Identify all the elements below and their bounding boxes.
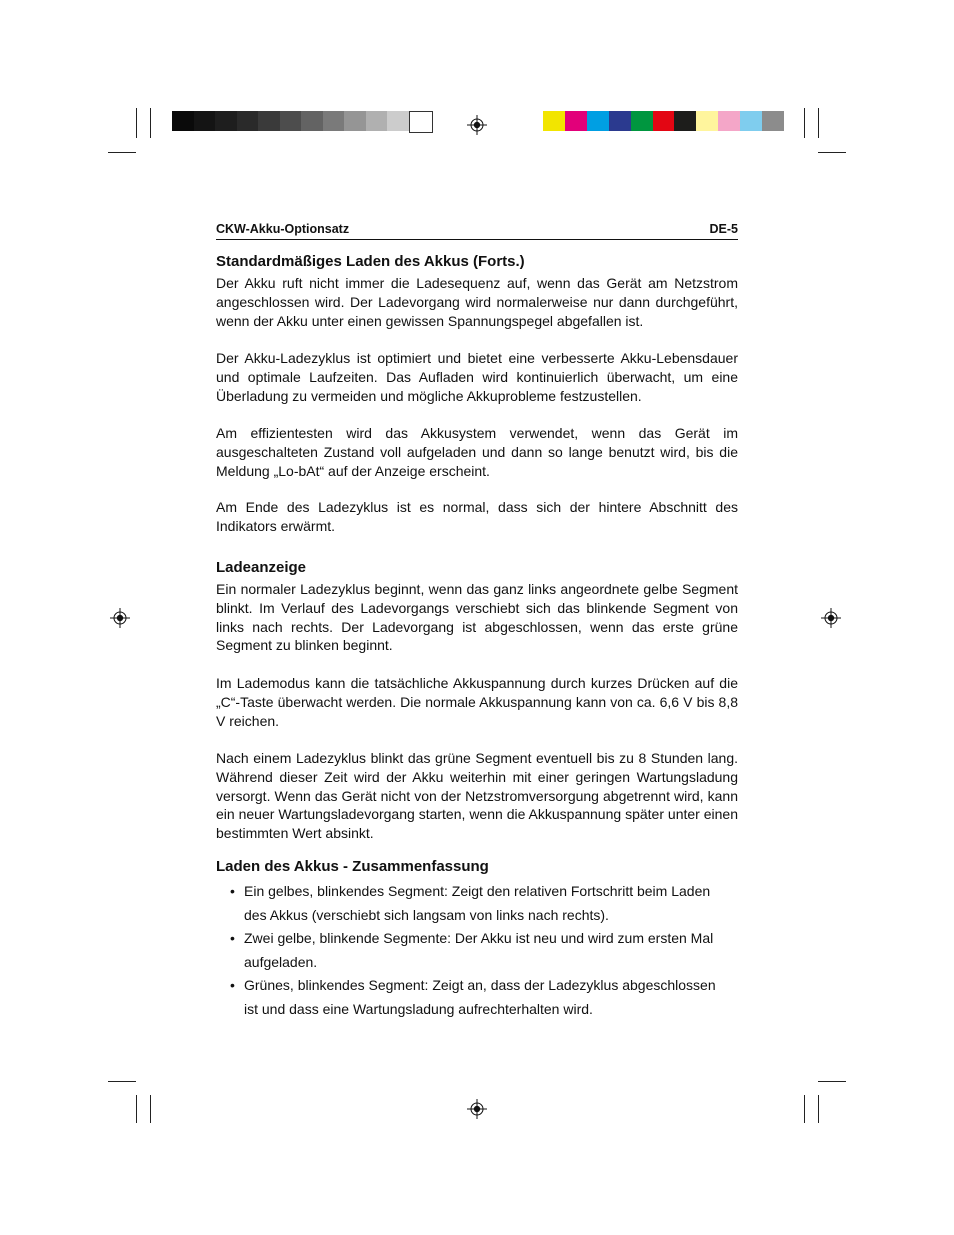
color-swatch (653, 111, 675, 131)
gray-swatch (172, 111, 194, 131)
crop-mark (108, 1081, 136, 1082)
section-heading: Ladeanzeige (216, 559, 307, 576)
paragraph: Am effizientesten wird das Akkusystem verwendet, wenn das Gerät im ausgeschalteten Zustand voll aufgeladen und dann so lange benutzt wird, bis die Meldung „Lo-bAt“ auf der Anzeige erscheint. (216, 425, 738, 479)
color-swatch (543, 111, 565, 131)
crop-mark (818, 1081, 846, 1082)
color-swatch (762, 111, 784, 131)
document-title: CKW-Akku-Optionsatz (216, 222, 350, 236)
paragraph: Am Ende des Ladezyklus ist es normal, dass sich der hintere Abschnitt des Indikators erwärmt. (216, 499, 738, 534)
paragraph: Der Akku-Ladezyklus ist optimiert und bietet eine verbesserte Akku-Lebensdauer und optimale Laufzeiten. Das Aufladen wird kontinuierlich überwacht, um eine Überladung zu vermeiden und mögliche Akkuprobleme festzustellen. (216, 350, 738, 404)
list-item: • Grünes, blinkendes Segment: Zeigt an, dass der Ladezyklus abgeschlossen ist und dass eine Wartungsladung aufrechterhalten wird. (216, 974, 722, 1021)
color-swatch (740, 111, 762, 131)
crop-mark (136, 108, 137, 138)
gray-swatch (323, 111, 345, 131)
gray-swatch (387, 111, 409, 131)
crop-mark (818, 108, 819, 138)
gray-swatch (344, 111, 366, 131)
gray-swatch (215, 111, 237, 131)
list-item: • Zwei gelbe, blinkende Segmente: Der Akku ist neu und wird zum ersten Mal aufgeladen. (216, 927, 722, 974)
page-number: DE-5 (709, 222, 738, 236)
registration-mark-icon (467, 1099, 487, 1119)
crop-mark (818, 152, 846, 153)
paragraph: Der Akku ruft nicht immer die Ladesequenz auf, wenn das Gerät am Netzstrom angeschlossen wird. Der Ladevorgang wird normalerweise nur dann durchgeführt, wenn der Akku unter einen gewissen Spannungspegel abgefallen ist. (216, 275, 738, 329)
crop-mark (818, 1095, 819, 1123)
section-heading: Laden des Akkus - Zusammenfassung (216, 858, 489, 875)
gray-swatch (237, 111, 259, 131)
list-item: • Ein gelbes, blinkendes Segment: Zeigt den relativen Fortschritt beim Laden des Akkus (verschiebt sich langsam von links nach rechts). (216, 880, 722, 927)
color-swatch (609, 111, 631, 131)
bullet-icon: • (230, 977, 235, 993)
crop-mark (804, 1095, 805, 1123)
paragraph: Ein normaler Ladezyklus beginnt, wenn das ganz links angeordnete gelbe Segment blinkt. Im Verlauf des Ladevorgangs verschiebt sich das blinkende Segment von links nach rechts. Der Ladevorgang ist abgeschlossen, wenn das erste grüne Segment zu blinken beginnt. (216, 581, 738, 654)
bullet-icon: • (230, 930, 235, 946)
color-swatch (718, 111, 740, 131)
crop-mark (150, 1095, 151, 1123)
color-swatch (696, 111, 718, 131)
crop-mark (150, 108, 151, 138)
bullet-icon: • (230, 883, 235, 899)
registration-mark-icon (821, 608, 841, 628)
paragraph: Im Lademodus kann die tatsächliche Akkuspannung durch kurzes Drücken auf die „C“-Taste überwacht werden. Die normale Akkuspannung kann von ca. 6,6 V bis 8,8 V reichen. (216, 675, 738, 729)
color-swatch (674, 111, 696, 131)
crop-mark (136, 1095, 137, 1123)
gray-swatch (366, 111, 388, 131)
crop-mark (804, 108, 805, 138)
running-header (216, 222, 738, 240)
gray-swatch (194, 111, 216, 131)
color-swatch (565, 111, 587, 131)
summary-list (216, 880, 722, 1021)
gray-swatch (301, 111, 323, 131)
registration-mark-icon (467, 115, 487, 135)
paragraph: Nach einem Ladezyklus blinkt das grüne Segment eventuell bis zu 8 Stunden lang. Während dieser Zeit wird der Akku weiterhin mit einer geringen Wartungsladung versorgt. Wenn das Gerät nicht von der Netzstromversorgung abgetrennt wird, kann ein neuer Wartungsladevorgang starten, wenn die Akkuspannung später unter einen bestimmten Wert absinkt. (216, 750, 738, 842)
color-swatch (587, 111, 609, 131)
registration-mark-icon (110, 608, 130, 628)
section-heading: Standardmäßiges Laden des Akkus (Forts.) (216, 253, 525, 270)
gray-swatch (409, 111, 433, 133)
color-swatch (631, 111, 653, 131)
gray-swatch (280, 111, 302, 131)
crop-mark (108, 152, 136, 153)
gray-swatch (258, 111, 280, 131)
